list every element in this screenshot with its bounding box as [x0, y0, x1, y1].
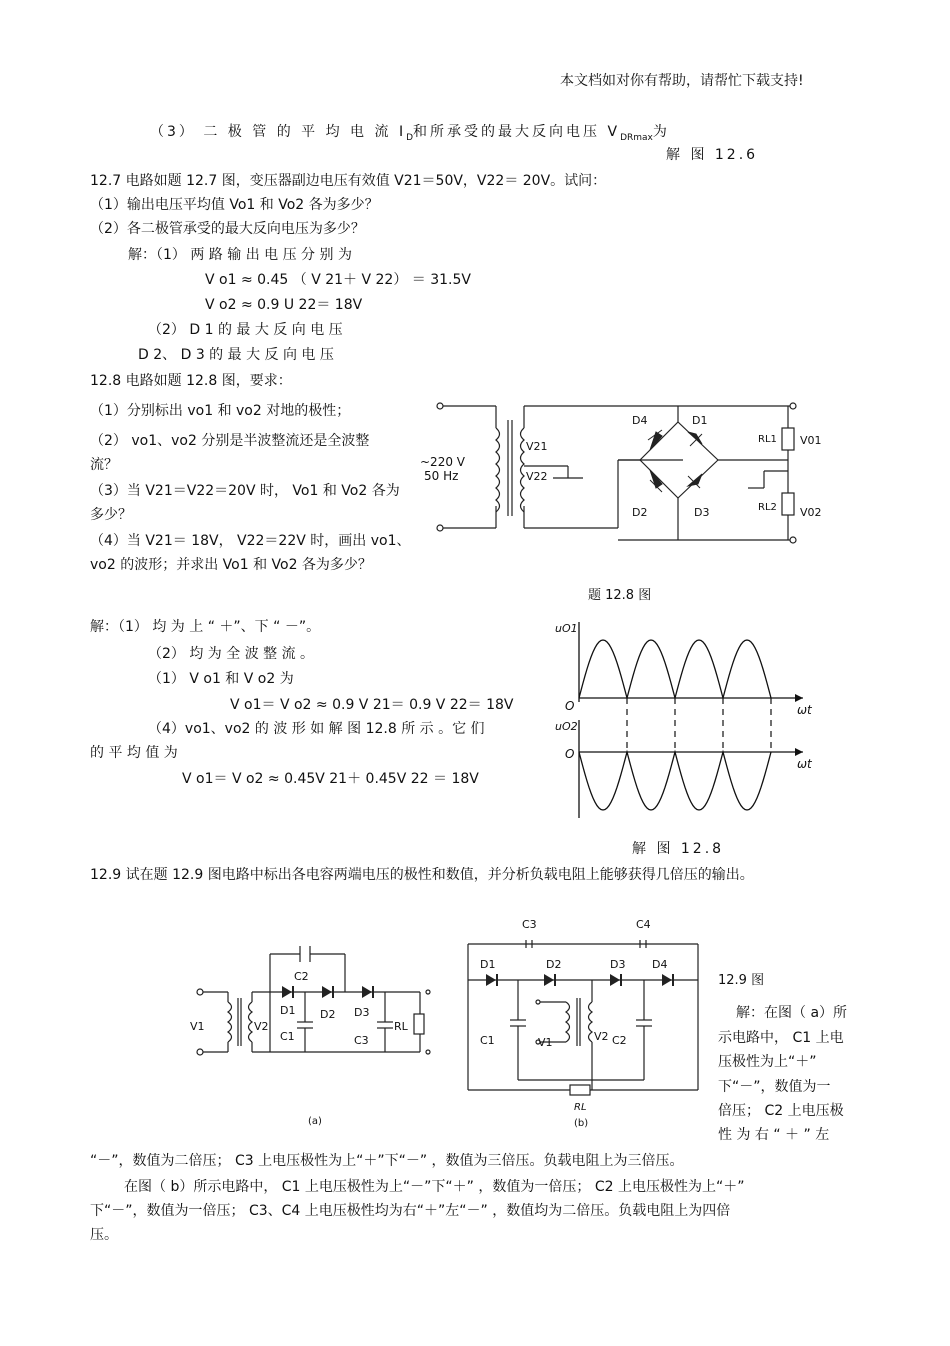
solution-12-8-c: （1） V o1 和 V o2 为	[148, 671, 294, 687]
d2-label: D2	[632, 506, 648, 519]
a-c2-label: C2	[294, 970, 309, 983]
circuit-figure-12-9b	[458, 912, 708, 1130]
b-d2-label: D2	[546, 958, 562, 971]
solution-12-7-c: V o2 ≈ 0.9 U 22＝ 18V	[205, 297, 363, 313]
solution-12-7-e: D 2、 D 3 的 最 大 反 向 电 压	[138, 347, 334, 363]
rl1-label: RL1	[758, 434, 777, 445]
v21-label: V21	[526, 440, 548, 453]
a-v2-label: V2	[254, 1020, 269, 1033]
b-d3-label: D3	[610, 958, 626, 971]
b-c2-label: C2	[612, 1034, 627, 1047]
problem-12-8-q2b: 流？	[90, 457, 118, 473]
v22-label: V22	[526, 470, 548, 483]
solution-12-8-d: V o1＝ V o2 ≈ 0.9 V 21＝ 0.9 V 22＝ 18V	[230, 697, 514, 713]
s129-10: 下“－”，数值为一倍压； C3、C4 上电压极性均为右“＋”左“－” ，数值均为二倍压。负载电阻上为四倍	[90, 1203, 731, 1219]
s129-9: 在图（ b）所示电路中， C1 上电压极性为上“－”下“＋” ，数值为一倍压； C2 上电压极性为上“＋”	[124, 1179, 745, 1195]
problem-12-8-q2a: （2） vo1、vo2 分别是半波整流还是全波整	[90, 433, 370, 449]
circuit-figure-12-8	[418, 398, 830, 550]
solution-12-8-e: （4）vo1、vo2 的 波 形 如 解 图 12.8 所 示 。它 们	[148, 721, 485, 737]
problem-12-7-q1: （1）输出电压平均值 Vo1 和 Vo2 各为多少？	[90, 197, 379, 213]
solution-12-8-f: 的 平 均 值 为	[90, 745, 178, 761]
wt-label-1: ωt	[797, 703, 812, 717]
b-d4-label: D4	[652, 958, 668, 971]
a-c1-label: C1	[280, 1030, 295, 1043]
solution-12-8-a: 解：（1） 均 为 上 “ ＋”、下 “ －”。	[90, 619, 321, 635]
problem-12-7: 12.7 电路如题 12.7 图，变压器副边电压有效值 V21＝50V，V22＝ 20V。试问：	[90, 173, 607, 189]
figure-caption-12-8: 题 12.8 图	[588, 588, 652, 603]
a-d2-label: D2	[320, 1008, 336, 1021]
d1-label: D1	[692, 414, 708, 427]
problem-12-7-q2: （2）各二极管承受的最大反向电压为多少？	[90, 221, 365, 237]
rl2-label: RL2	[758, 502, 777, 513]
problem-12-8-q3a: （3）当 V21＝V22＝20V 时， Vo1 和 Vo2 各为	[90, 483, 400, 499]
vo2-label: V02	[800, 506, 822, 519]
s129-8: “－”，数值为二倍压； C3 上电压极性为上“＋”下“－” ，数值为三倍压。负载电阻上为三倍压。	[90, 1153, 684, 1169]
origin-label-1: O	[565, 699, 575, 713]
problem-12-8: 12.8 电路如题 12.8 图，要求：	[90, 373, 292, 389]
b-c4-label: C4	[636, 918, 651, 931]
b-d1-label: D1	[480, 958, 496, 971]
solution-12-7-a: 解：（1） 两 路 输 出 电 压 分 别 为	[128, 247, 352, 263]
waveform-figure-12-8	[535, 612, 835, 826]
s129-11: 压。	[90, 1227, 118, 1243]
d4-label: D4	[632, 414, 648, 427]
header-note: 本文档如对你有帮助，请帮忙下载支持!	[560, 73, 804, 89]
problem-12-8-q4b: vo2 的波形；并求出 Vo1 和 Vo2 各为多少？	[90, 557, 372, 573]
b-rl-label: RL	[574, 1102, 587, 1113]
b-v2-label: V2	[594, 1030, 609, 1043]
a-rl-label: RL	[394, 1020, 408, 1033]
s129-7: 性 为 右 “ ＋ ” 左	[718, 1127, 830, 1143]
problem-12-8-q3b: 多少？	[90, 507, 132, 523]
s129-4: 压极性为上“＋”	[718, 1054, 817, 1070]
q3-line: （3） 二 极 管 的 平 均 电 流 $I_D$和所承受的最大反向电压 $V_{DRmax}$为	[150, 124, 667, 143]
s129-1: 12.9 图	[718, 973, 765, 988]
figure-caption-sol-12-8: 解 图 12.8	[632, 841, 725, 857]
source-voltage-label: ~220 V	[420, 455, 465, 469]
a-c3-label: C3	[354, 1034, 369, 1047]
solution-12-8-b: （2） 均 为 全 波 整 流 。	[148, 646, 315, 662]
origin-label-2: O	[565, 747, 575, 761]
solution-12-7-d: （2） D 1 的 最 大 反 向 电 压	[148, 322, 343, 338]
wt-label-2: ωt	[797, 757, 812, 771]
figure-caption-12-6: 解 图 12.6	[666, 147, 759, 163]
vo1-label: V01	[800, 434, 822, 447]
a-v1-label: V1	[190, 1020, 205, 1033]
circuit-figure-12-9a	[190, 922, 436, 1132]
d3-label: D3	[694, 506, 710, 519]
uo1-axis-label: uO1	[555, 622, 578, 635]
solution-12-8-g: V o1＝ V o2 ≈ 0.45V 21＋ 0.45V 22 ＝ 18V	[182, 771, 479, 787]
solution-12-7-b: V o1 ≈ 0.45 （ V 21＋ V 22） ＝ 31.5V	[205, 272, 471, 288]
uo2-axis-label: uO2	[555, 720, 578, 733]
a-caption: (a)	[308, 1116, 322, 1127]
a-d3-label: D3	[354, 1006, 370, 1019]
s129-2: 解：在图（ a）所	[736, 1005, 848, 1021]
s129-6: 倍压； C2 上电压极	[718, 1103, 844, 1119]
problem-12-9: 12.9 试在题 12.9 图电路中标出各电容两端电压的极性和数值，并分析负载电阻上能够获得几倍压的输出。	[90, 867, 754, 883]
b-caption: (b)	[574, 1118, 589, 1129]
s129-5: 下“－”，数值为一	[718, 1079, 831, 1095]
b-c3-label: C3	[522, 918, 537, 931]
problem-12-8-q4a: （4）当 V21＝ 18V， V22＝22V 时，画出 vo1、	[90, 533, 411, 549]
source-frequency-label: 50 Hz	[424, 469, 459, 483]
a-d1-label: D1	[280, 1004, 296, 1017]
b-v1-label: V1	[538, 1036, 553, 1049]
b-c1-label: C1	[480, 1034, 495, 1047]
s129-3: 示电路中， C1 上电	[718, 1030, 844, 1046]
problem-12-8-q1: （1）分别标出 vo1 和 vo2 对地的极性；	[90, 403, 351, 419]
